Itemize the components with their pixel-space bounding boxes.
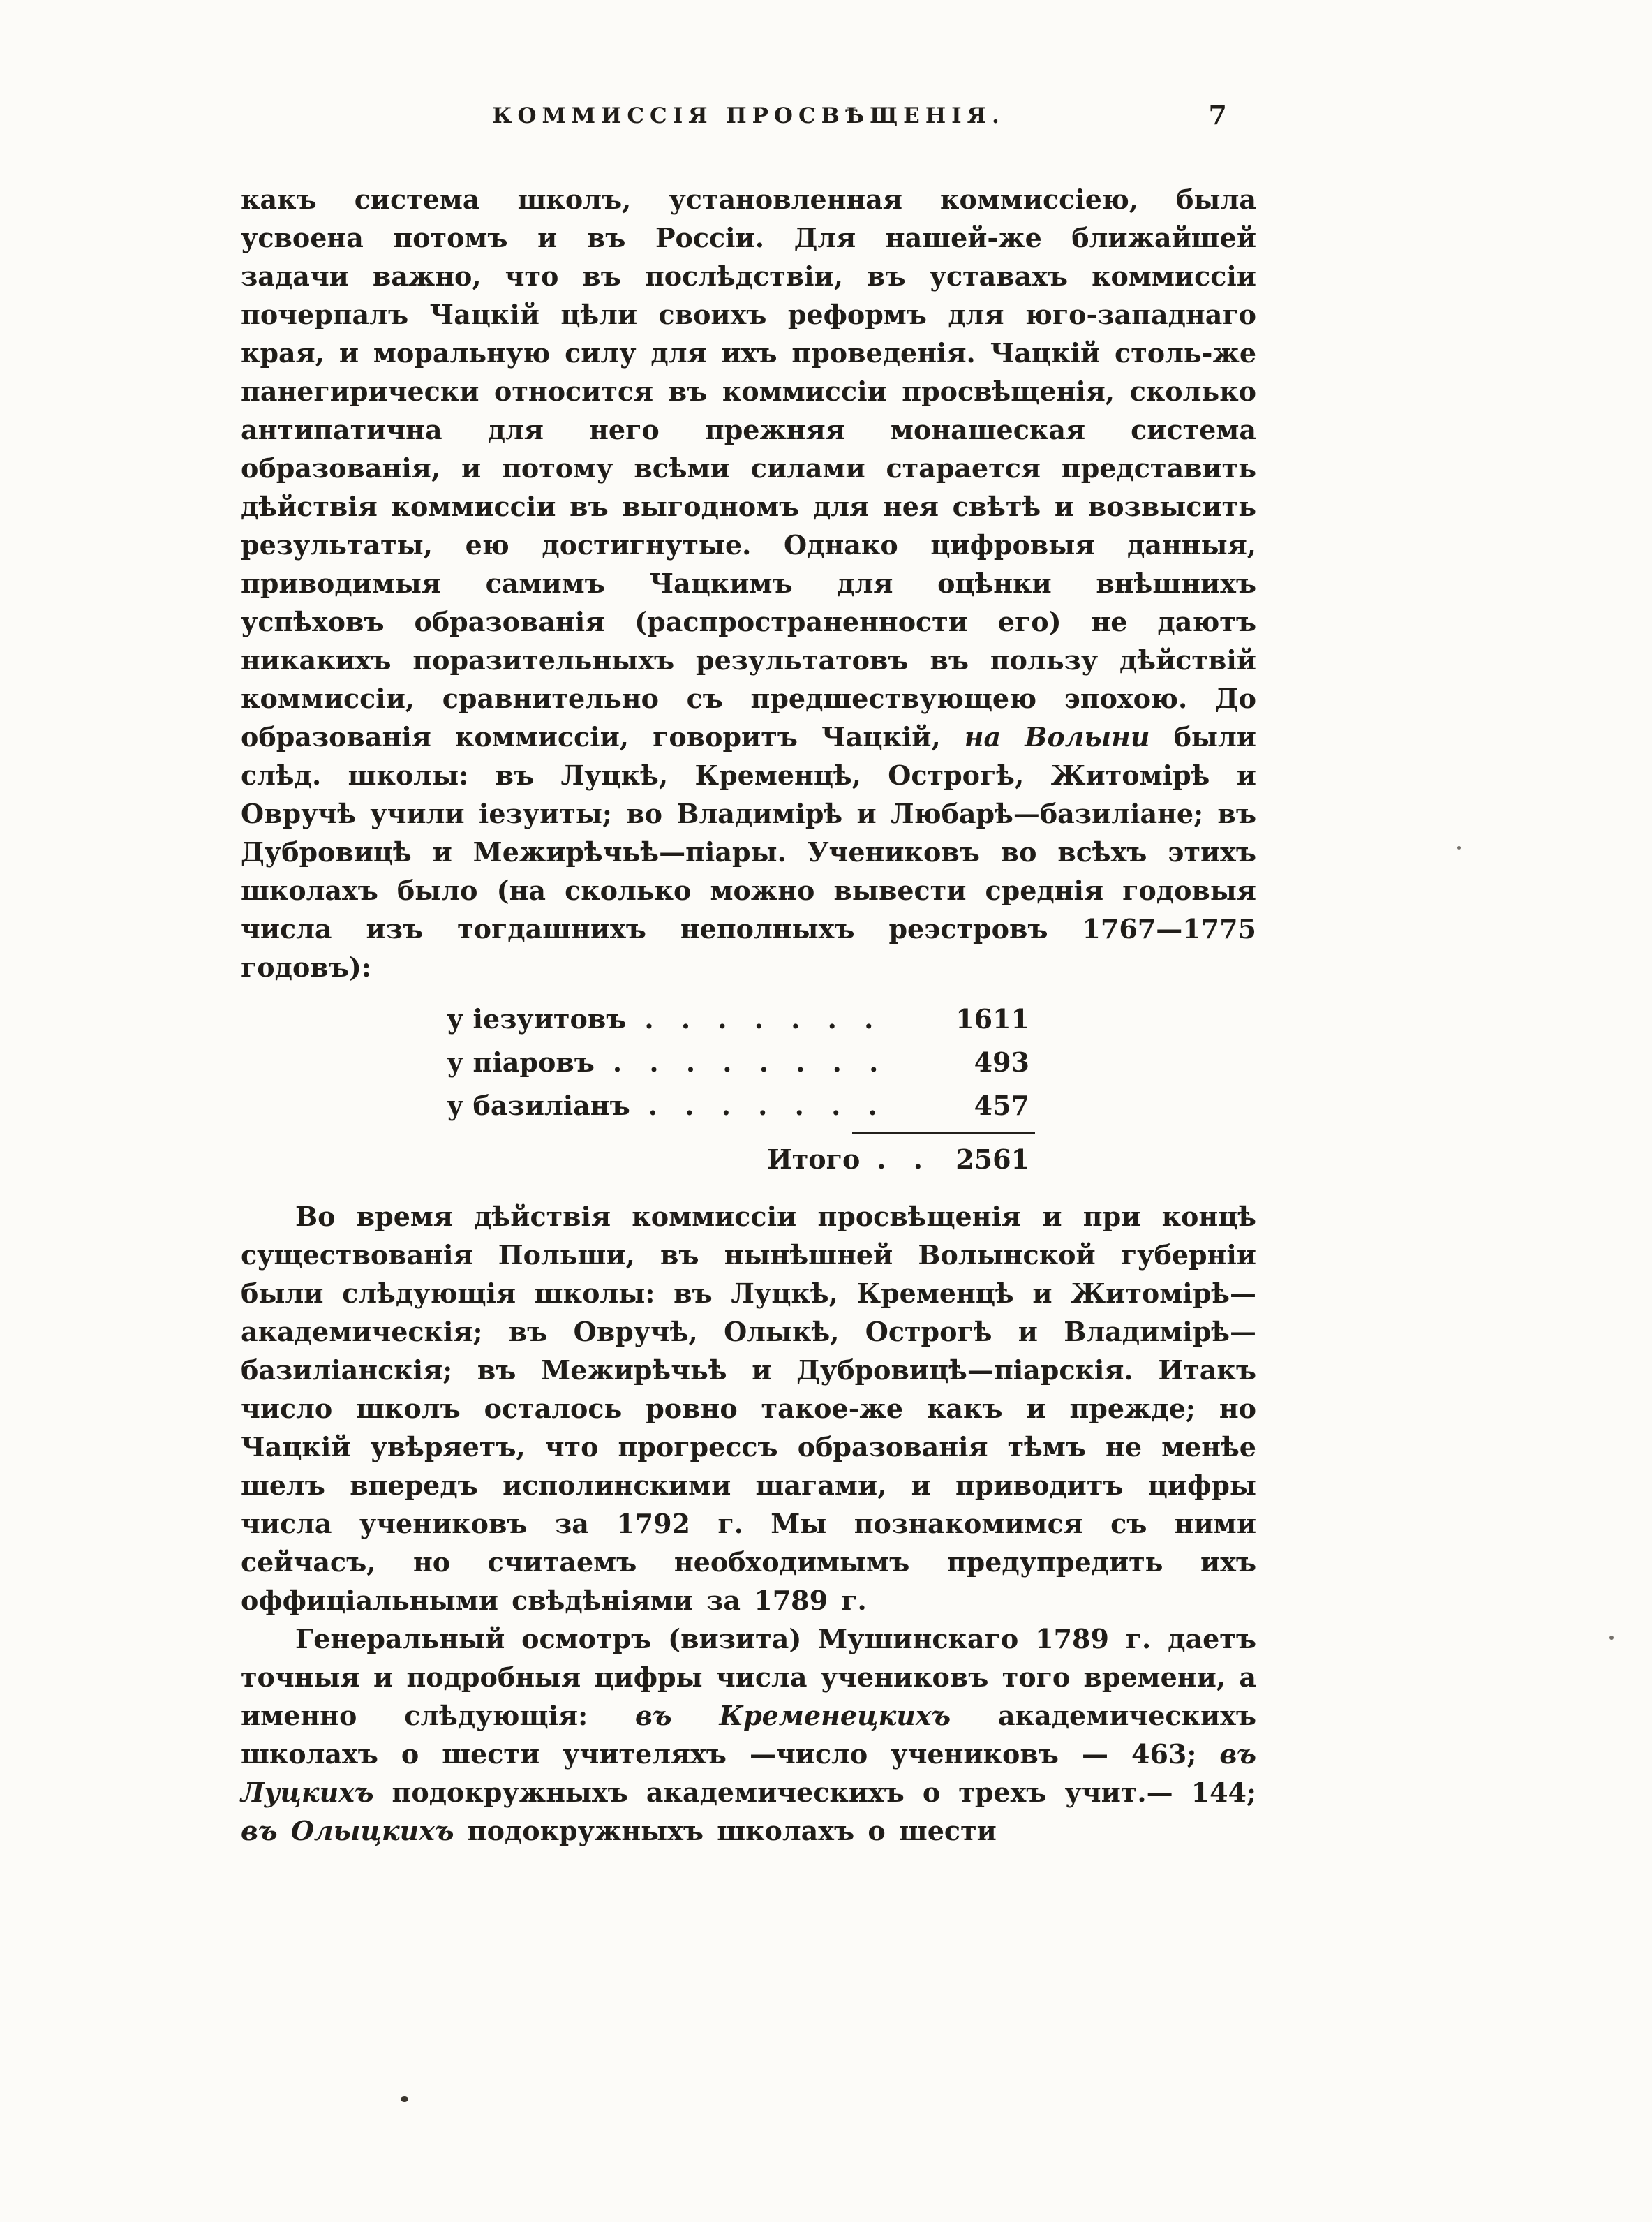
body-text	[241, 180, 1256, 1850]
row-label: у базиліанъ	[447, 1090, 630, 1121]
paragraph-group-2	[241, 1197, 1256, 1850]
text-run: подокружныхъ академическихъ о трехъ учит.— 144;	[373, 1777, 1256, 1808]
text-run: подокружныхъ школахъ о шести	[454, 1815, 997, 1846]
table-total-row	[447, 1137, 1029, 1182]
paragraph	[241, 180, 1256, 986]
paragraph-group-1	[241, 180, 1256, 986]
row-dot-leader: . . . . . . . .	[612, 1046, 879, 1078]
row-dot-leader: . . . . . . .	[644, 1003, 874, 1035]
row-value: 493	[974, 1046, 1029, 1078]
paragraph	[241, 1197, 1256, 1620]
text-run: Во время дѣйствія коммиссіи просвѣщенія и при концѣ существованія Польши, въ нынѣшней Волынской губерніи были слѣдующія школы: въ Луцкѣ, Кременцѣ и Житомірѣ—академическія; въ Овручѣ, Олыкѣ, Острогѣ и Владимірѣ—базиліанскія; въ Межирѣчьѣ и Дубровицѣ—піарскія. Итакъ число школъ осталось ровно такое-же какъ и прежде; но Чацкій увѣряетъ, что прогрессъ образованія тѣмъ не менѣе шелъ впередъ исполинскими шагами, и приводитъ цифры числа учениковъ за 1792 г. Мы познакомимся съ ними сейчасъ, но считаемъ необходимымъ предупредить ихъ оффиціальными свѣдѣніями за 1789 г.	[241, 1201, 1256, 1616]
table-row	[447, 998, 1029, 1041]
italic-text-run: въ Олыцкихъ	[241, 1815, 454, 1846]
text-run: академическихъ школахъ о шести учителяхъ —число учениковъ — 463;	[241, 1700, 1256, 1770]
total-value: 2561	[955, 1143, 1029, 1175]
text-run: были слѣд. школы: въ Луцкѣ, Кременцѣ, Острогѣ, Житомірѣ и Овручѣ учили іезуиты; во Владимірѣ и Любарѣ—базиліане; въ Дубровицѣ и Межирѣчьѣ—піары. Учениковъ во всѣхъ этихъ школахъ было (на сколько можно вывести среднія годовыя числа изъ тогдашнихъ неполныхъ реэстровъ 1767—1775 годовъ):	[241, 721, 1256, 983]
text-run: какъ система школъ, установленная коммиссіею, была усвоена потомъ и въ Россіи. Для нашей-же ближайшей задачи важно, что въ послѣдствіи, въ уставахъ коммиссіи почерпалъ Чацкій цѣли своихъ реформъ для юго-западнаго края, и моральную силу для ихъ проведенія. Чацкій столь-же панегирически относится въ коммиссіи просвѣщенія, сколько антипатична для него прежняя монашеская система образованія, и потому всѣми силами старается представить дѣйствія коммиссіи въ выгодномъ для нея свѣтѣ и возвысить результаты, ею достигнутые. Однако цифровыя данныя, приводимыя самимъ Чацкимъ для оцѣнки внѣшнихъ успѣховъ образованія (распространенности его) не даютъ никакихъ поразительныхъ результатовъ въ пользу дѣйствій коммиссіи, сравнительно съ предшествующею эпохою. До образованія коммиссіи, говоритъ Чацкій,	[241, 184, 1256, 753]
page-number: 7	[1208, 99, 1227, 131]
ink-speck	[1609, 1636, 1614, 1640]
row-label: у іезуитовъ	[447, 1003, 627, 1035]
italic-text-run: въ Кременецкихъ	[635, 1700, 951, 1731]
header-title: КОММИССІЯ ПРОСВѢЩЕНІЯ.	[492, 103, 1005, 128]
total-label: Итого	[766, 1143, 861, 1175]
text-block	[241, 99, 1256, 1850]
paragraph	[241, 1620, 1256, 1850]
italic-text-run: въ Луцкихъ	[241, 1738, 1256, 1808]
table-rows	[447, 998, 1029, 1127]
row-dot-leader: . . . . . . .	[648, 1090, 877, 1121]
running-header	[241, 99, 1256, 140]
table-row	[447, 1084, 1029, 1127]
row-label: у піаровъ	[447, 1046, 595, 1078]
table-sum-rule	[852, 1132, 1035, 1134]
ink-speck	[401, 2096, 408, 2102]
student-count-table	[447, 998, 1029, 1182]
table-row	[447, 1041, 1029, 1084]
italic-text-run: на Волыни	[964, 721, 1150, 753]
row-value: 1611	[955, 1003, 1029, 1035]
ink-speck	[1457, 846, 1461, 850]
total-dot-leader: . .	[877, 1143, 923, 1175]
row-value: 457	[974, 1090, 1029, 1121]
text-run: Генеральный осмотръ (визита) Мушинскаго 1789 г. даетъ точныя и подробныя цифры числа учениковъ того времени, а именно слѣдующія:	[241, 1623, 1256, 1731]
